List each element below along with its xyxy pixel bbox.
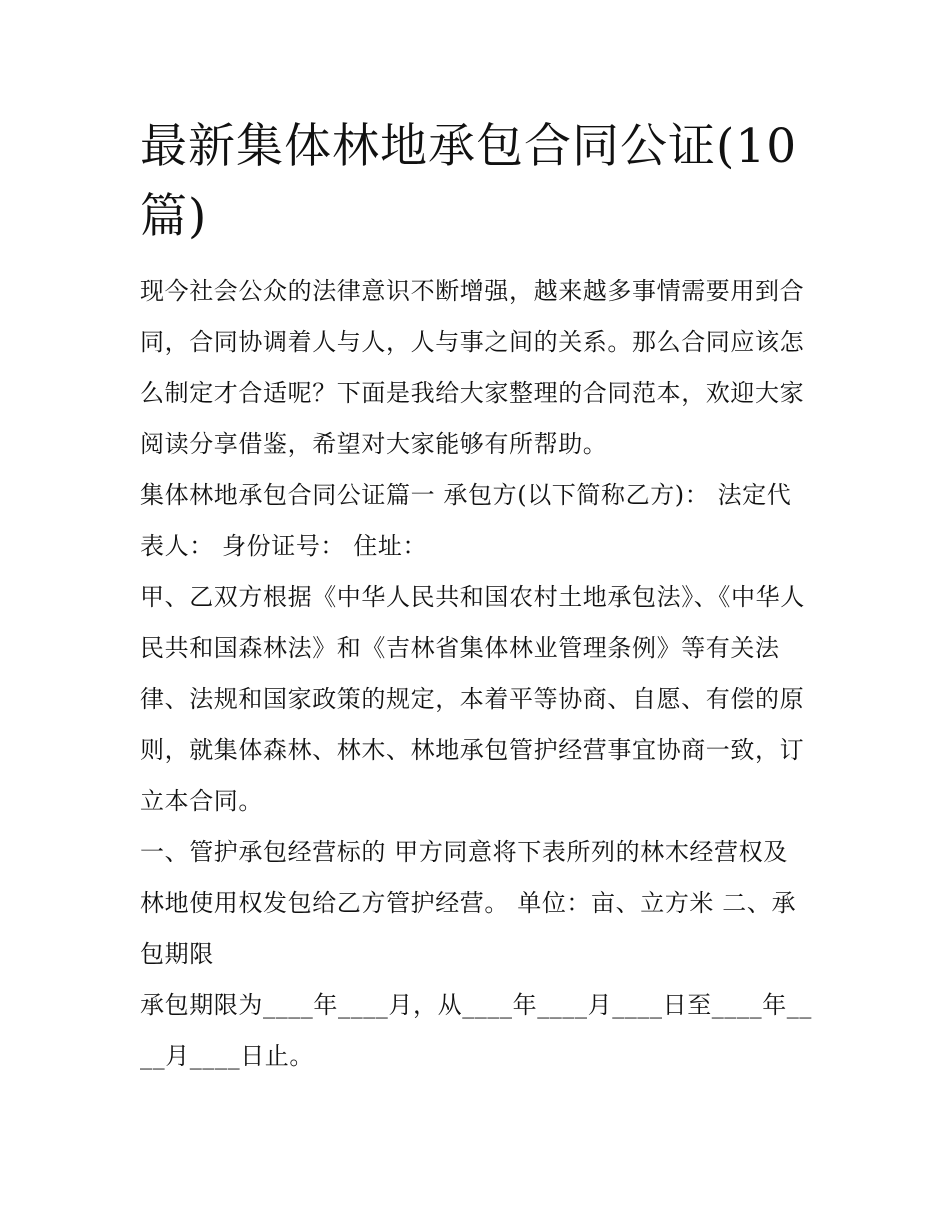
contract-subject-paragraph: 一、管护承包经营标的 甲方同意将下表所列的林木经营权及林地使用权发包给乙方管护经营。 单位：亩、立方米 二、承包期限	[140, 838, 797, 968]
document-page	[140, 112, 812, 1082]
intro-paragraph: 现今社会公众的法律意识不断增强，越来越多事情需要用到合同，合同协调着人与人，人与事之间的关系。那么合同应该怎么制定才合适呢？下面是我给大家整理的合同范本，欢迎大家阅读分享借鉴，希望对大家能够有所帮助。	[140, 277, 805, 458]
document-title: 最新集体林地承包合同公证(10篇)	[140, 119, 798, 244]
contract-parties-paragraph: 集体林地承包合同公证篇一 承包方(以下简称乙方)： 法定代表人： 身份证号： 住址：	[140, 481, 792, 560]
contract-term-paragraph: 承包期限为____年____月，从____年____月____日至____年____月____日止。	[140, 991, 812, 1070]
contract-basis-paragraph: 甲、乙双方根据《中华人民共和国农村土地承包法》、《中华人民共和国森林法》和《吉林省集体林业管理条例》等有关法律、法规和国家政策的规定，本着平等协商、自愿、有偿的原则，就集体森林、林木、林地承包管护经营事宜协商一致，订立本合同。	[140, 583, 805, 815]
